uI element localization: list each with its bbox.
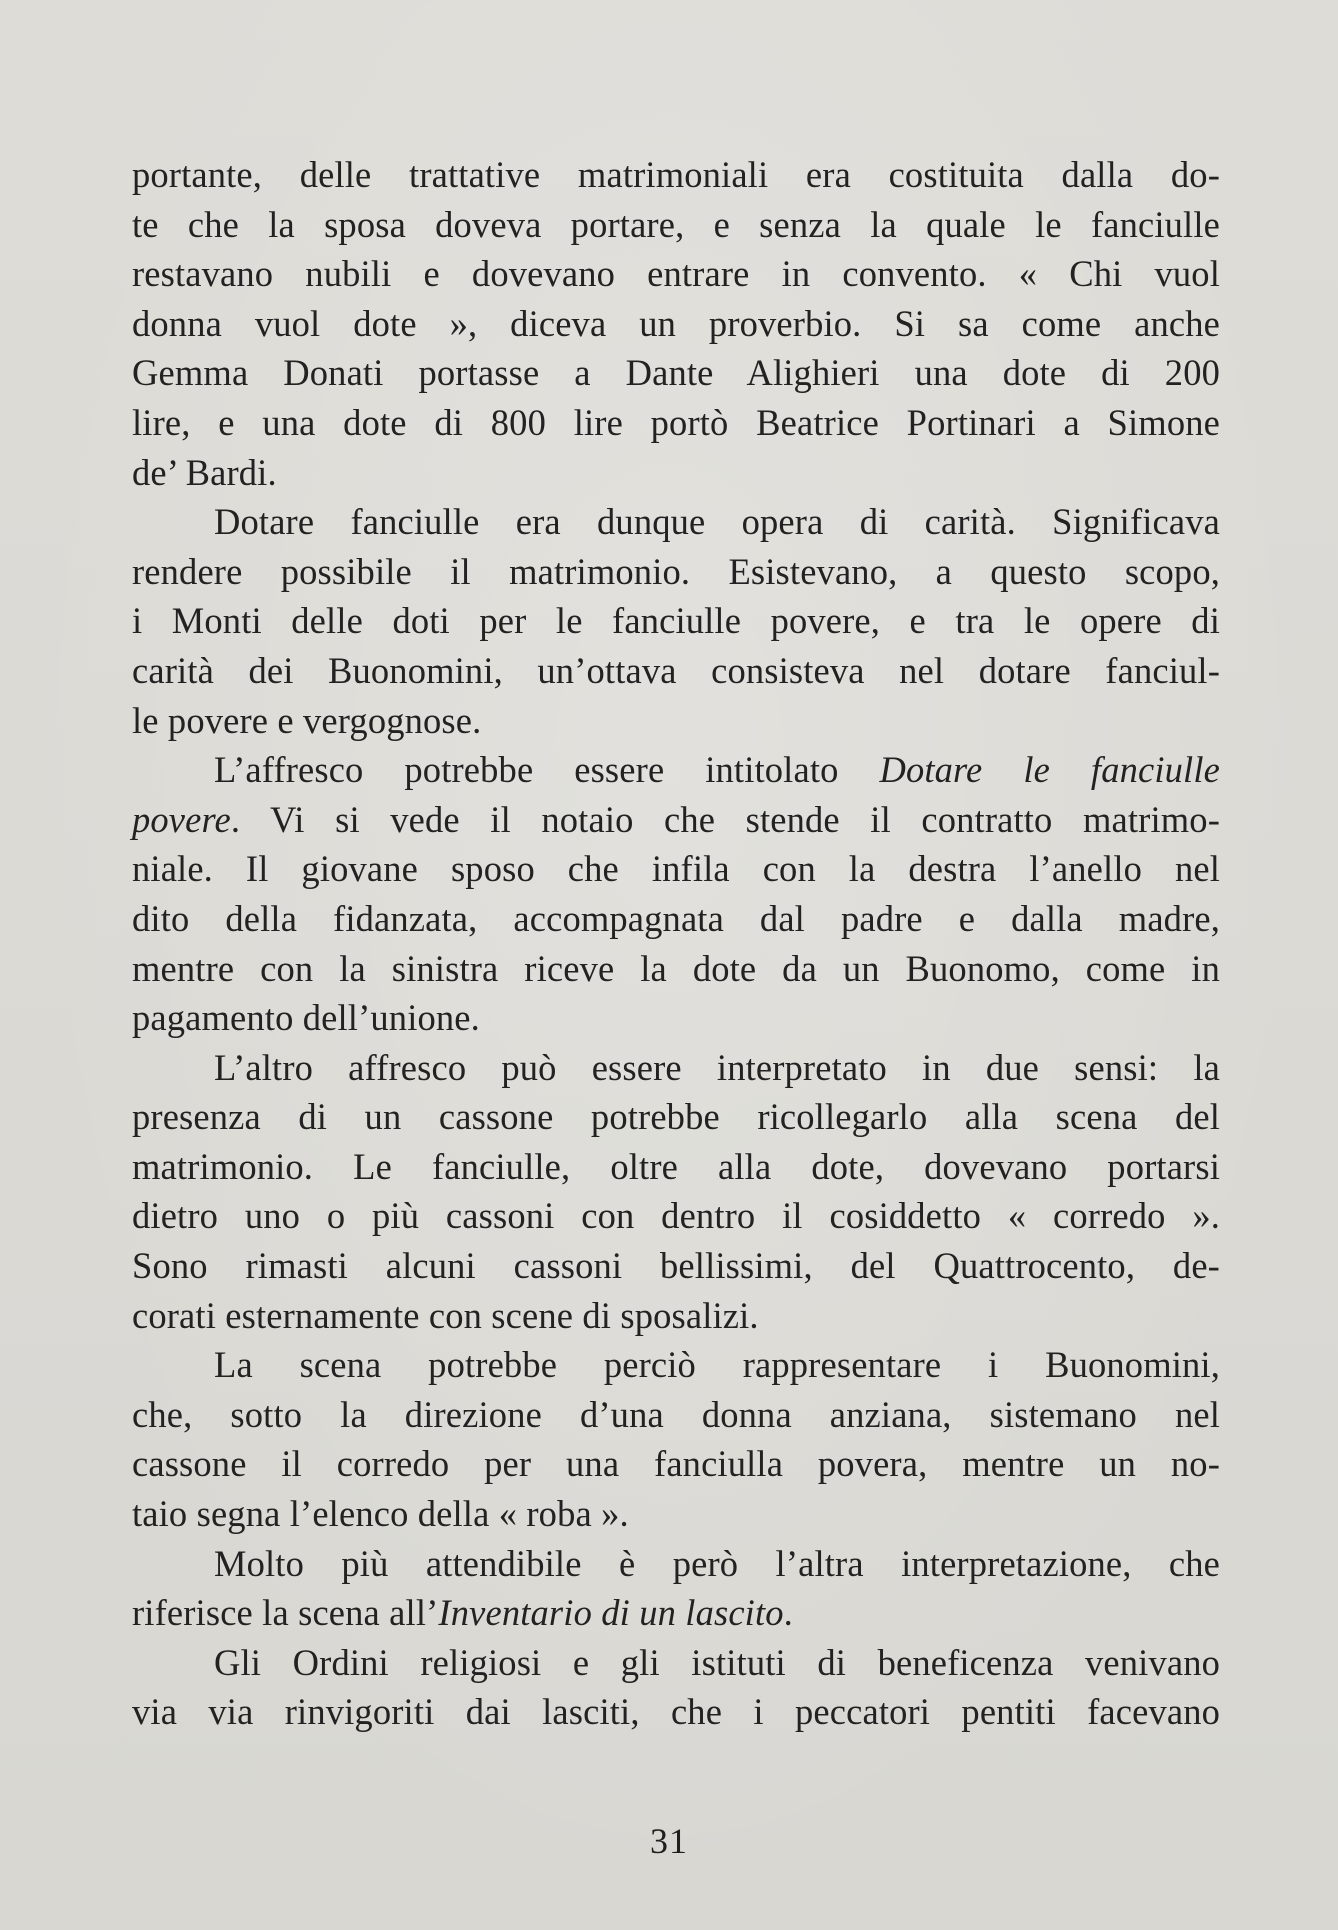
text-segment: . Vi si vede il notaio che stende il contratto matrimo- [230, 798, 1220, 840]
italic-title-segment: Inventario di un lascito [438, 1592, 784, 1634]
text-line: lire, e una dote di 800 lire portò Beatrice Portinari a Simone [132, 401, 1220, 443]
text-line: Molto più attendibile è però l’altra interpretazione, che [214, 1542, 1220, 1584]
text-line: mentre con la sinistra riceve la dote da un Buonomo, come in [132, 947, 1220, 989]
text-line: i Monti delle doti per le fanciulle povere, e tra le opere di [132, 600, 1220, 642]
text-line: Dotare fanciulle era dunque opera di carità. Significava [214, 501, 1220, 543]
text-line: portante, delle trattative matrimoniali era costituita dalla do- [132, 154, 1220, 195]
text-line: de’ Bardi. [132, 451, 277, 493]
text-line: restavano nubili e dovevano entrare in convento. « Chi vuol [132, 253, 1220, 295]
text-line: donna vuol dote », diceva un proverbio. Si sa come anche [132, 302, 1220, 344]
text-line-mixed [132, 745, 1220, 795]
text-line: pagamento dell’unione. [132, 997, 480, 1039]
text-segment: riferisce la scena all’ [132, 1592, 439, 1634]
text-line: matrimonio. Le fanciulle, oltre alla dote, dovevano portarsi [132, 1145, 1220, 1187]
body-text [132, 150, 1220, 1737]
text-line: presenza di un cassone potrebbe ricollegarlo alla scena del [132, 1096, 1220, 1138]
italic-title-segment: Dotare le fanciulle [879, 749, 1220, 791]
text-line: taio segna l’elenco della « roba ». [132, 1493, 629, 1535]
text-line: corati esternamente con scene di sposalizi. [132, 1294, 759, 1336]
text-line: dietro uno o più cassoni con dentro il cosiddetto « corredo ». [132, 1195, 1220, 1237]
text-line: via via rinvigoriti dai lasciti, che i peccatori pentiti facevano [132, 1691, 1220, 1733]
text-line: le povere e vergognose. [132, 699, 482, 741]
text-line: Sono rimasti alcuni cassoni bellissimi, del Quattrocento, de- [132, 1245, 1220, 1287]
text-line: te che la sposa doveva portare, e senza la quale le fanciulle [132, 203, 1220, 245]
text-line: dito della fidanzata, accompagnata dal padre e dalla madre, [132, 897, 1220, 939]
text-line: carità dei Buonomini, un’ottava consisteva nel dotare fanciul- [132, 649, 1220, 691]
text-line: Gli Ordini religiosi e gli istituti di beneficenza venivano [214, 1641, 1220, 1683]
text-line: rendere possibile il matrimonio. Esistevano, a questo scopo, [132, 550, 1220, 592]
page-number: 31 [650, 1821, 688, 1861]
text-line: che, sotto la direzione d’una donna anziana, sistemano nel [132, 1393, 1220, 1435]
text-line: niale. Il giovane sposo che infila con la destra l’anello nel [132, 848, 1220, 890]
text-line: Gemma Donati portasse a Dante Alighieri una dote di 200 [132, 352, 1220, 394]
text-line: La scena potrebbe perciò rappresentare i Buonomini, [214, 1344, 1220, 1386]
text-line-mixed [132, 1588, 1220, 1638]
text-segment: L’affresco potrebbe essere intitolato [214, 749, 880, 791]
text-line: cassone il corredo per una fanciulla povera, mentre un no- [132, 1443, 1220, 1485]
text-line: L’altro affresco può essere interpretato in due sensi: la [214, 1046, 1220, 1088]
italic-title-segment: povere [132, 798, 231, 840]
text-line-mixed [132, 795, 1220, 845]
text-segment: . [783, 1592, 793, 1634]
